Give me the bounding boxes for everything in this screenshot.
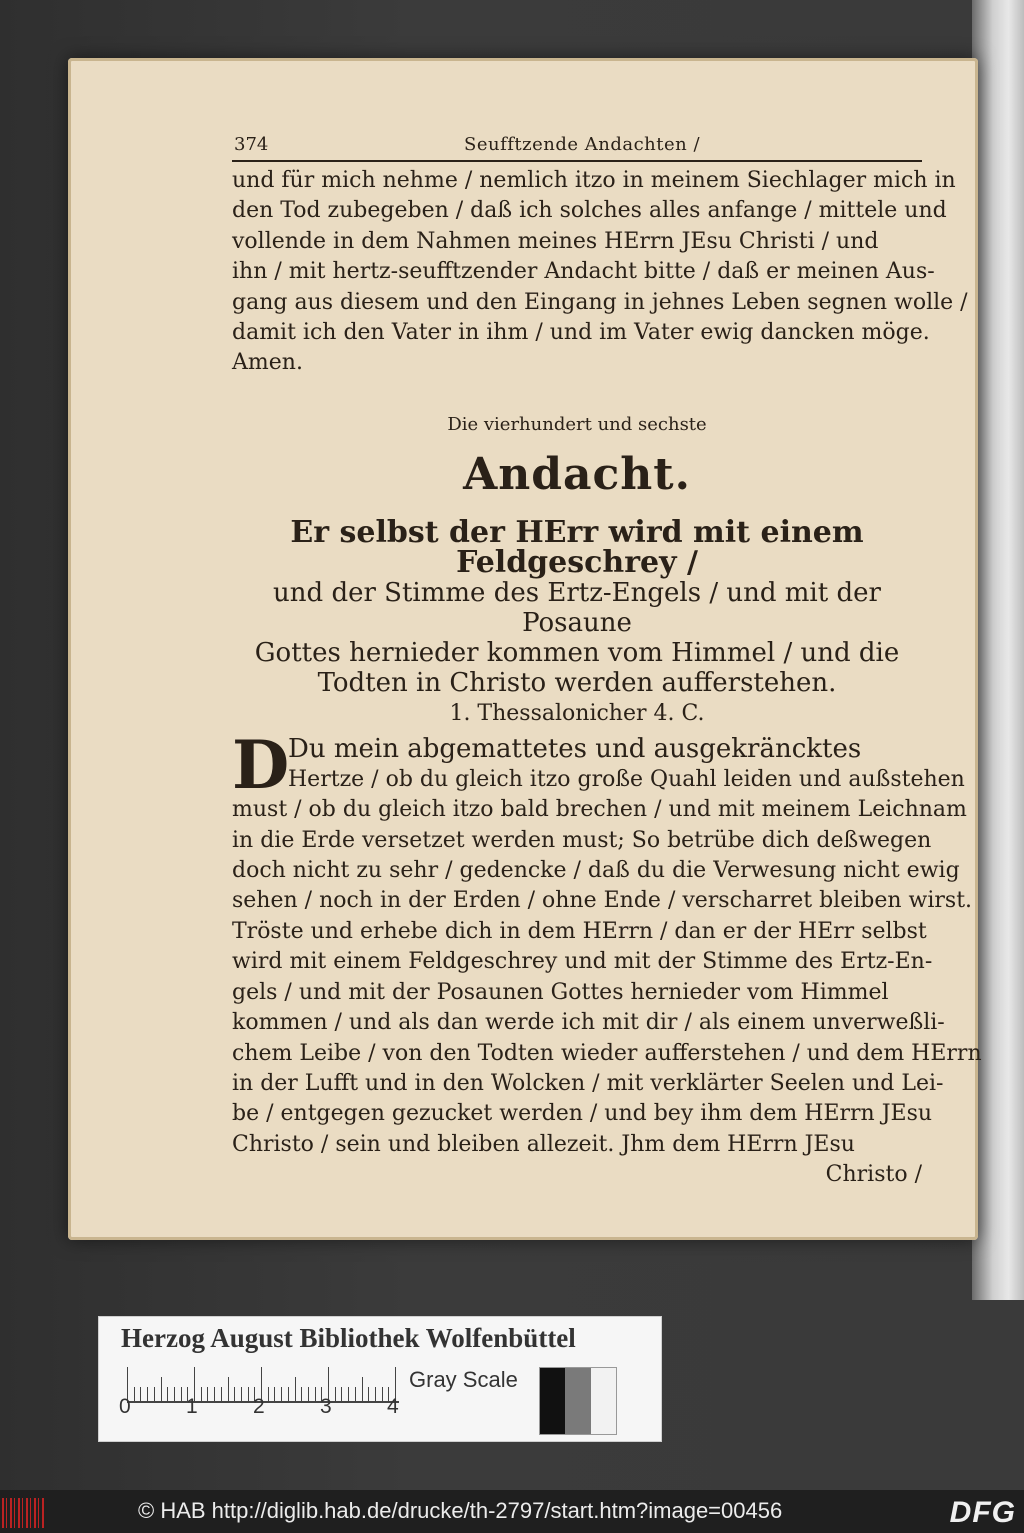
ruler-tick bbox=[375, 1387, 376, 1401]
text-line: den Tod zubegeben / daß ich solches alles anfange / mittele und bbox=[232, 198, 947, 224]
ruler-tick bbox=[288, 1387, 289, 1401]
text-line: doch nicht zu sehr / gedencke / daß du die Verwesung nicht ewig bbox=[232, 858, 960, 884]
swatch-white bbox=[591, 1368, 616, 1434]
library-logo-icon bbox=[2, 1498, 46, 1528]
ruler-tick bbox=[228, 1377, 229, 1401]
dfg-logo: DFG bbox=[949, 1496, 1016, 1529]
text-line: in der Lufft und in den Wolcken / mit verklärter Seelen und Lei- bbox=[232, 1070, 944, 1096]
text-line: wird mit einem Feldgeschrey und mit der Stimme des Ertz-En- bbox=[232, 949, 933, 975]
drop-cap: D bbox=[232, 726, 290, 805]
ruler-tick bbox=[248, 1387, 249, 1401]
ruler-tick bbox=[174, 1387, 175, 1401]
gray-scale-swatches bbox=[539, 1367, 617, 1435]
ruler-tick bbox=[268, 1387, 269, 1401]
ruler-tick bbox=[348, 1387, 349, 1401]
library-name: Herzog August Bibliothek Wolfenbüttel bbox=[121, 1323, 576, 1353]
ruler-tick bbox=[281, 1387, 282, 1401]
ruler-tick bbox=[154, 1387, 155, 1401]
text-line: Hertze / ob du gleich itzo große Quahl leiden und außstehen bbox=[288, 766, 965, 792]
copyright-link[interactable]: © HAB http://diglib.hab.de/drucke/th-2797/start.htm?image=00456 bbox=[138, 1498, 783, 1523]
page-header bbox=[232, 130, 922, 162]
ruler-tick bbox=[161, 1377, 162, 1401]
text-line: must / ob du gleich itzo bald brechen / und mit meinem Leichnam bbox=[232, 797, 967, 823]
ruler-tick bbox=[207, 1387, 208, 1401]
footer-bar bbox=[0, 1490, 1024, 1533]
ruler-label: 4 bbox=[387, 1395, 399, 1418]
swatch-black bbox=[540, 1368, 565, 1434]
text-line: und für mich nehme / nemlich itzo in meinem Siechlager mich in bbox=[232, 168, 956, 193]
text-line: Tröste und erhebe dich in dem HErrn / dan er der HErr selbst bbox=[232, 918, 927, 944]
devotion-paragraph bbox=[232, 726, 982, 1190]
running-head: Seufftzende Andachten / bbox=[464, 134, 701, 155]
ruler-tick bbox=[308, 1387, 309, 1401]
text-line: ihn / mit hertz-seufftzender Andacht bitte / daß er meinen Aus- bbox=[232, 259, 935, 285]
text-line: gels / und mit der Posaunen Gottes hernieder vom Himmel bbox=[232, 979, 889, 1005]
verse-line: und der Stimme des Ertz-Engels / und mit der Posaune bbox=[273, 578, 881, 639]
ruler-tick bbox=[140, 1387, 141, 1401]
text-line: sehen / noch in der Erden / ohne Ende / verscharret bleiben wirst. bbox=[232, 888, 973, 914]
ruler-tick bbox=[134, 1387, 135, 1401]
text-line: Christo / sein und bleiben allezeit. Jhm dem HErrn JEsu bbox=[232, 1131, 855, 1157]
ruler-tick bbox=[368, 1387, 369, 1401]
gray-scale-label: Gray Scale bbox=[409, 1367, 518, 1392]
ruler-tick bbox=[167, 1387, 168, 1401]
ruler-label: 0 bbox=[119, 1395, 131, 1418]
ruler-tick bbox=[382, 1387, 383, 1401]
text-line: kommen / und als dan werde ich mit dir / als einem unverweßli- bbox=[232, 1010, 945, 1036]
text-line: be / entgegen gezucket werden / und bey ihm dem HErrn JEsu bbox=[232, 1101, 933, 1127]
book-page bbox=[68, 58, 982, 1240]
ruler-tick bbox=[221, 1387, 222, 1401]
verse-line: Todten in Christo werden aufferstehen. bbox=[317, 668, 837, 699]
ruler-label: 2 bbox=[253, 1395, 265, 1418]
color-reference-strip bbox=[98, 1316, 662, 1442]
text-line: chem Leibe / von den Todten wieder aufferstehen / und dem HErrn bbox=[232, 1040, 982, 1066]
ruler-tick bbox=[335, 1387, 336, 1401]
ruler-label: 3 bbox=[320, 1395, 332, 1418]
ruler-tick bbox=[234, 1387, 235, 1401]
ruler-tick bbox=[341, 1387, 342, 1401]
catchword: Christo / bbox=[825, 1162, 922, 1188]
text-line: in die Erde versetzet werden must; So betrübe dich deßwegen bbox=[232, 827, 932, 853]
ruler-tick bbox=[362, 1377, 363, 1401]
ruler-tick bbox=[295, 1377, 296, 1401]
ruler-tick bbox=[214, 1387, 215, 1401]
opening-paragraph bbox=[232, 166, 968, 378]
ruler-tick bbox=[315, 1387, 316, 1401]
section-title: Andacht. bbox=[463, 449, 691, 501]
text-line: gang aus diesem und den Eingang in jehnes Leben segnen wolle / bbox=[232, 289, 968, 315]
verse-reference: 1. Thessalonicher 4. C. bbox=[449, 701, 705, 727]
ruler-tick bbox=[355, 1387, 356, 1401]
ruler-tick bbox=[181, 1387, 182, 1401]
page-edge-shadow bbox=[972, 0, 1024, 1300]
ruler-tick bbox=[147, 1387, 148, 1401]
page-text-block bbox=[232, 130, 982, 1190]
text-line: vollende in dem Nahmen meines HErrn JEsu Christi / und bbox=[232, 228, 879, 254]
ruler-tick bbox=[241, 1387, 242, 1401]
verse-line: Er selbst der HErr wird mit einem Feldgeschrey / bbox=[290, 515, 864, 581]
amen-line: Amen. bbox=[232, 350, 303, 376]
ruler-tick bbox=[201, 1387, 202, 1401]
verse-line: Gottes hernieder kommen vom Himmel / und die bbox=[254, 638, 900, 669]
bible-verse bbox=[232, 515, 922, 730]
swatch-gray bbox=[565, 1368, 590, 1434]
ruler-tick bbox=[274, 1387, 275, 1401]
page-number: 374 bbox=[234, 134, 269, 155]
section-label: Die vierhundert und sechste bbox=[447, 414, 707, 436]
text-line: damit ich den Vater in ihm / und im Vater ewig dancken möge. bbox=[232, 320, 930, 346]
text-line: Du mein abgemattetes und ausgekräncktes bbox=[288, 734, 862, 765]
ruler-tick bbox=[301, 1387, 302, 1401]
ruler-label: 1 bbox=[186, 1395, 198, 1418]
